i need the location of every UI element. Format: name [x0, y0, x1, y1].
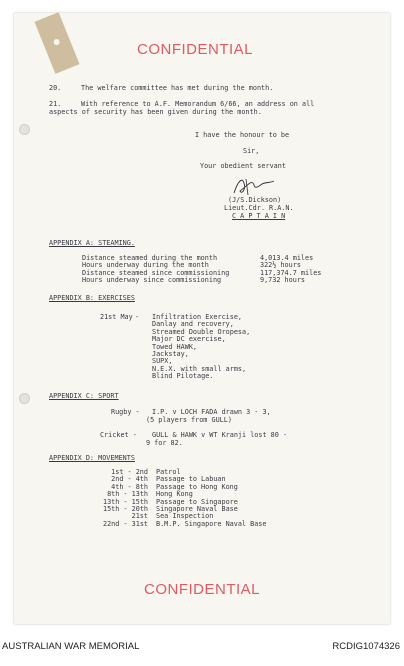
punch-hole	[19, 393, 30, 404]
list-item: Danlay and recovery,	[152, 320, 234, 329]
table-row: 21st Sea Inspection	[131, 512, 214, 521]
steaming-row: Distance steamed during the month 4,013.4 miles	[82, 254, 314, 262]
table-row: 4th - 8th Passage to Hong Kong	[111, 482, 238, 491]
table-row: 15th - 20th Singapore Naval Base	[102, 505, 238, 514]
confidential-stamp-bottom: CONFIDENTIAL	[144, 581, 261, 598]
closing-line3: Your obedient servant	[200, 162, 286, 170]
appendix-a-heading: APPENDIX A: STEAMING.	[49, 239, 135, 247]
para-21-line1: With reference to A.F. Memorandum 6/66, an address on all	[81, 100, 315, 108]
cricket-label: Cricket -	[100, 431, 137, 439]
para-21-number: 21.	[49, 100, 62, 108]
cricket-note: 9 for 82.	[146, 439, 183, 447]
steaming-row: Distance steamed since commissioning 117,374.7 miles	[82, 268, 322, 277]
para-21-line2: aspects of security has been given during the month.	[49, 108, 262, 116]
table-row: 1st - 2nd Patrol	[111, 468, 181, 476]
closing-line1: I have the honour to be	[195, 131, 290, 139]
table-row: 22nd - 31st B.M.P. Singapore Naval Base	[102, 519, 267, 528]
list-item: SUPX,	[152, 357, 173, 366]
list-item: Infiltration Exercise,	[152, 313, 243, 321]
rugby-label: Rugby -	[111, 408, 140, 416]
closing-line2: Sir,	[243, 147, 260, 155]
appendix-c-heading: APPENDIX C: SPORT	[49, 392, 119, 400]
movements-table	[88, 469, 267, 528]
exercise-dash: -	[135, 313, 140, 321]
steaming-row: Hours underway since commissioning 9,732 hours	[82, 276, 306, 285]
tape-mark	[34, 12, 79, 74]
document-page	[14, 13, 390, 624]
appendix-a-table	[82, 255, 321, 285]
archive-reference: RCDIG1074326	[332, 641, 400, 652]
list-item: Jackstay,	[152, 350, 189, 359]
para-20-text: The welfare committee has met during the month.	[81, 84, 274, 92]
cricket-result: GULL & HAWK v WT Kranji lost 80 -	[152, 431, 288, 439]
list-item: Streamed Double Oropesa,	[152, 327, 251, 336]
table-row: 2nd - 4th Passage to Labuan	[111, 475, 226, 484]
confidential-stamp-top: CONFIDENTIAL	[137, 41, 254, 58]
rugby-result: I.P. v LOCH FADA drawn 3 - 3,	[152, 408, 271, 416]
list-item: Major DC exercise,	[152, 335, 226, 344]
exercise-list	[152, 314, 250, 381]
punch-hole	[19, 124, 30, 135]
signatory-name: (J/S.Dickson)	[228, 196, 282, 204]
list-item: Blind Pilotage.	[152, 372, 214, 381]
para-20-number: 20.	[49, 84, 62, 92]
appendix-b-heading: APPENDIX B: EXERCISES	[49, 294, 135, 302]
list-item: N.E.X. with small arms,	[152, 364, 247, 373]
exercise-date: 21st May	[100, 313, 133, 321]
list-item: Towed HAWK,	[152, 342, 198, 351]
appendix-d-heading: APPENDIX D: MOVEMENTS	[49, 454, 135, 462]
signatory-rank: Lieut.Cdr. R.A.N.	[224, 204, 294, 212]
table-row: 8th - 13th Hong Kong	[107, 490, 193, 499]
rugby-note: (5 players from GULL)	[146, 416, 232, 424]
steaming-row: Hours underway during the month 322½ hours	[82, 261, 301, 270]
table-row: 13th - 15th Passage to Singapore	[102, 497, 238, 506]
signatory-title: C A P T A I N	[232, 212, 286, 220]
archive-credit: AUSTRALIAN WAR MEMORIAL	[2, 641, 140, 652]
